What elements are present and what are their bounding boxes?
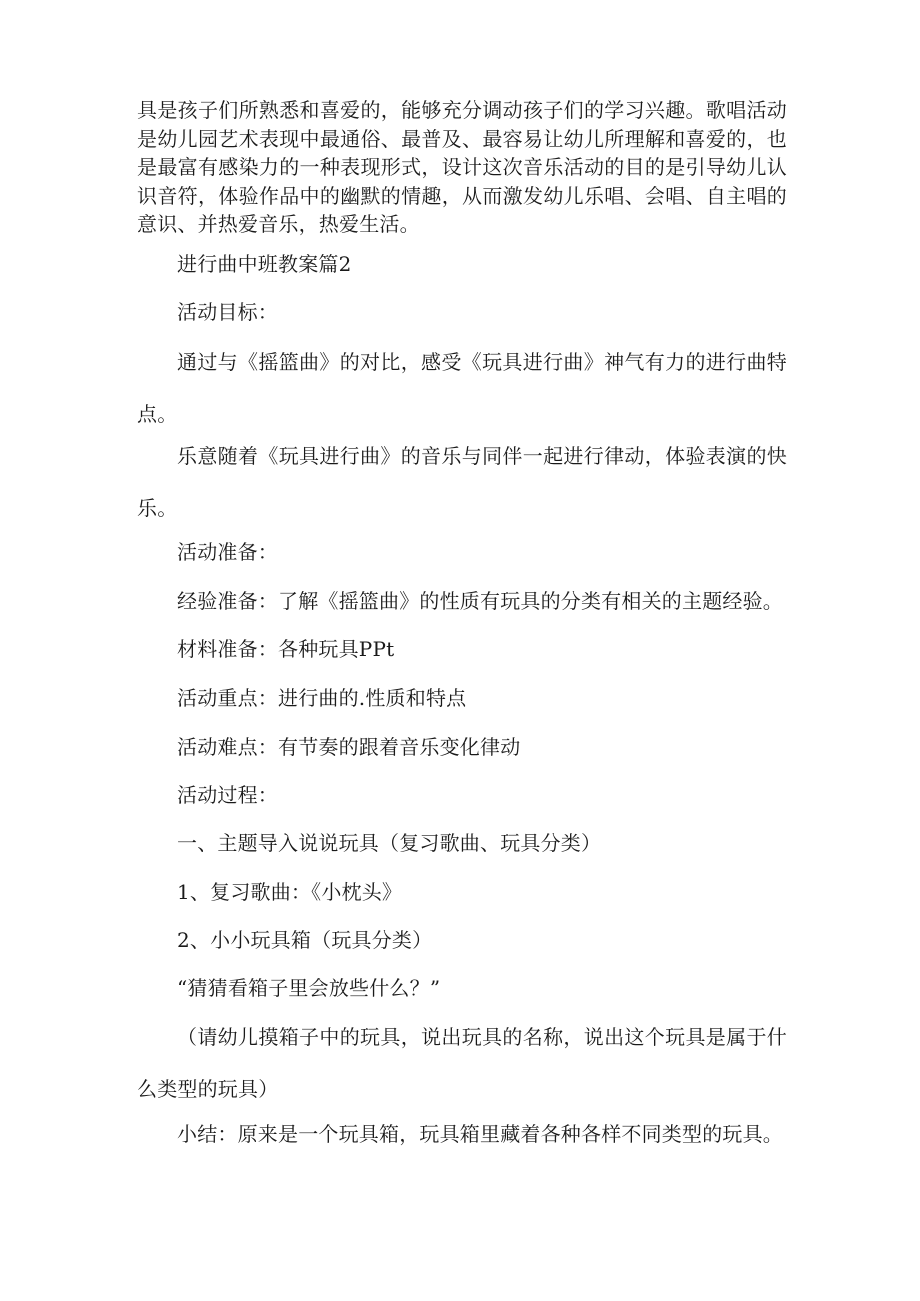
prep-materials: 材料准备：各种玩具PPt [177, 637, 395, 661]
quote: “猜猜看箱子里会放些什么？” [177, 976, 441, 1000]
summary: 小结：原来是一个玩具箱，玩具箱里藏着各种各样不同类型的玩具。 [177, 1122, 783, 1146]
difficulty: 活动难点：有节奏的跟着音乐变化律动 [177, 735, 521, 759]
goals-heading: 活动目标： [177, 300, 278, 324]
process-heading: 活动过程： [177, 783, 278, 807]
instruction: （请幼儿摸箱子中的玩具，说出玩具的名称，说出这个玩具是属于什么类型的玩具） [137, 1025, 787, 1101]
prep-experience: 经验准备：了解《摇篮曲》的性质有玩具的分类有相关的主题经验。 [177, 589, 783, 613]
goal-1: 通过与《摇篮曲》的对比，感受《玩具进行曲》神气有力的进行曲特点。 [137, 350, 787, 426]
key-point: 活动重点：进行曲的.性质和特点 [177, 686, 467, 710]
step-1-1: 1、复习歌曲：《小枕头》 [177, 880, 403, 904]
step-1-2: 2、小小玩具箱（玩具分类） [177, 928, 433, 952]
prep-heading: 活动准备： [177, 540, 278, 564]
step-1: 一、主题导入说说玩具（复习歌曲、玩具分类） [177, 831, 602, 855]
goal-2: 乐意随着《玩具进行曲》的音乐与同伴一起进行律动，体验表演的快乐。 [137, 444, 787, 520]
intro-paragraph: 具是孩子们所熟悉和喜爱的，能够充分调动孩子们的学习兴趣。歌唱活动是幼儿园艺术表现中最通俗、最普及、最容易让幼儿所理解和喜爱的，也是最富有感染力的一种表现形式，设计这次音乐活动的目的是引导幼儿认识音符，体验作品中的幽默的情趣，从而激发幼儿乐唱、会唱、自主唱的意识、并热爱音乐，热爱生活。 [137, 98, 787, 236]
section-title: 进行曲中班教案篇2 [177, 252, 352, 276]
